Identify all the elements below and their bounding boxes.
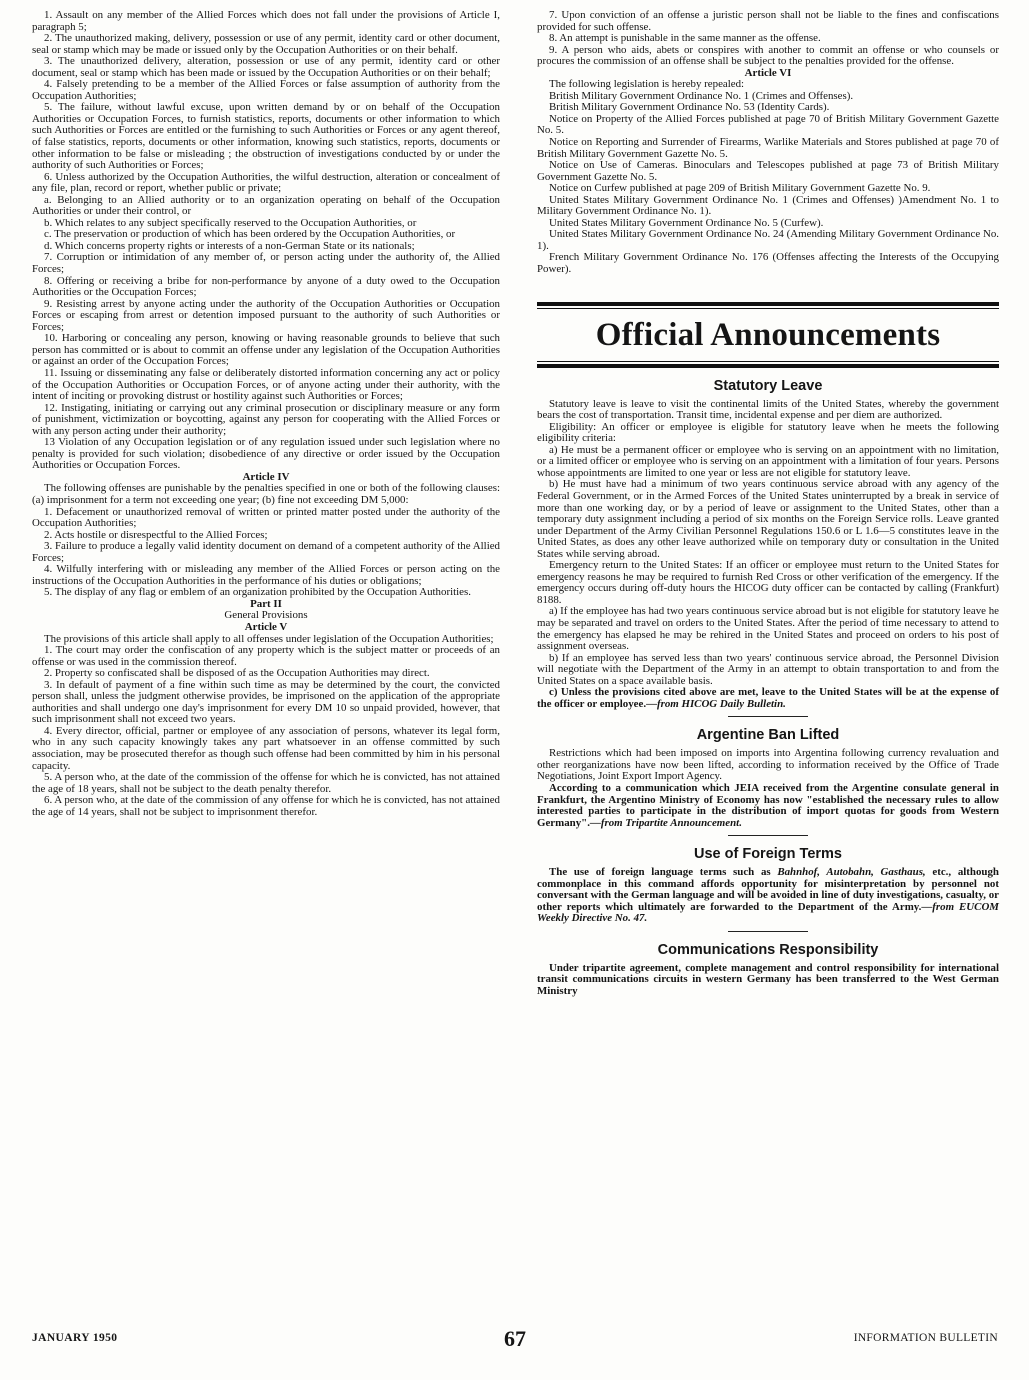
- statutory-leave-source: from HICOG Daily Bulletin.: [656, 697, 786, 710]
- argentine-ban-body: [537, 748, 999, 783]
- legislation-paragraph: 8. An attempt is punishable in the same manner as the offense.: [549, 32, 821, 45]
- legislation-paragraph: Notice on Property of the Allied Forces published at page 70 of British Military Government Gazette No. 5.: [537, 112, 999, 137]
- left-column-paragraph: 7. Corruption or intimidation of any member of, or person acting under the authority of, the Allied Forces;: [32, 251, 500, 276]
- statutory-leave-closing: c) Unless the provisions cited above are met, leave to the United States will be at the expense of the officer or employee.—from HICOG Daily Bulletin.: [537, 686, 999, 710]
- left-column-paragraph: 9. Resisting arrest by anyone acting under the authority of the Occupation Authorities or Occupation Forces or escaping from arrest or detention imposed pursuant to the authority of such Authorities or Forces;: [32, 297, 500, 333]
- banner-rule-bottom-thin: [537, 361, 999, 362]
- foreign-terms-source: from EUCOM Weekly Directive No. 47.: [537, 900, 999, 925]
- foreign-terms-heading: Use of Foreign Terms: [694, 846, 842, 863]
- left-column-paragraph: 6. Unless authorized by the Occupation Authorities, the wilful destruction, alteration or concealment of any file, plan, record or report, whether public or private;: [32, 170, 500, 195]
- left-column-paragraph: 3. Failure to produce a legally valid identity document on demand of a competent authority of the Allied Forces;: [32, 540, 500, 564]
- argentine-ban-closing: According to a communication which JEIA received from the Argentine consulate general in Frankfurt, the Argentino Ministry of Economy has now "established the necessary rules to allow interested parties to participate in the distribution of import quotas for goods from Western Germany".—from Tripartite Announcement.: [537, 781, 999, 829]
- banner-title: Official Announcements: [595, 316, 941, 353]
- left-column-paragraph: 2. Property so confiscated shall be disposed of as the Occupation Authorities may direct.: [44, 667, 430, 680]
- left-column-paragraph: 5. The failure, without lawful excuse, upon written demand by or on behalf of the Occupation Authorities or Occupation Forces, to furnish statistics, reports, documents or other information to which such Authorities or Forces are entitled or the furnishing to such Authorities or Forces or any agent thereof, of false statistics, reports, documents or other information, knowing such statistics, reports, documents or other information to be false or misleading ; the obstruction of investigations conducted by or under the authority of such Authorities or Forces;: [32, 101, 500, 172]
- left-column-paragraph: 11. Issuing or disseminating any false or deliberately distorted information concerning any act or policy of the Occupation Authorities or Occupation Forces, or of anyone acting under their authority, with the intent of inciting or provoking distrust or hostility against such Authorities or Forces;: [32, 366, 500, 403]
- left-column-paragraph: d. Which concerns property rights or interests of a non-German State or its nationals;: [44, 239, 415, 252]
- left-column-paragraph: Part II: [250, 597, 282, 610]
- left-column-paragraph: 1. Assault on any member of the Allied Forces which does not fall under the provisions of Article I, paragraph 5;: [32, 9, 500, 33]
- page-number: 67: [504, 1326, 526, 1351]
- legislation-paragraph: British Military Government Ordinance No. 1 (Crimes and Offenses).: [549, 89, 854, 102]
- left-column-paragraph: 12. Instigating, initiating or carrying out any criminal prosecution or disciplinary measure or any form of punishment, victimization or boycotting, against any person for cooperating with the Allied Forces or with any person acting under their authority;: [32, 401, 500, 437]
- section-separator: [728, 716, 808, 717]
- banner-rule-bottom: [537, 364, 999, 368]
- legislation-paragraph: Notice on Use of Cameras. Binoculars and Telescopes published at page 73 of British Military Government Gazette No. 5.: [537, 159, 999, 183]
- left-column-paragraph: b. Which relates to any subject specifically reserved to the Occupation Authorities, or: [44, 216, 417, 229]
- left-column-paragraph: 2. The unauthorized making, delivery, possession or use of any permit, identity card or other document, seal or stamp which may be made or issued only by the Occupation Authorities or on their behalf.: [32, 32, 500, 56]
- left-column-paragraph: 3. In default of payment of a fine within such time as may be determined by the court, the convicted person shall, unless the judgment otherwise provides, be imprisoned on the application of the appropriate authorities and shall undergo one day's imprisonment for every DM 10 so unpaid provided, however, that such imprisonment shall not exceed two years.: [32, 678, 500, 726]
- legislation-paragraph: 9. A person who aids, abets or conspires with another to commit an offense or who counsels or procures the commission of an offense shall be subject to the penalties provided for the offense.: [537, 43, 999, 68]
- legislation-paragraph: United States Military Government Ordinance No. 24 (Amending Military Government Ordinance No. 1).: [537, 228, 999, 252]
- legislation-paragraph: United States Military Government Ordinance No. 1 (Crimes and Offenses) )Amendment No. 1 to Military Government Ordinance No. 1).: [537, 193, 999, 218]
- statutory-leave-paragraph: a) If the employee has had two years continuous service abroad but is not eligible for statutory leave he may be separated and travel on orders to the United States. After the period of time necessary to attend to the emergency has elapsed he may be rehired in the United States and proceed on orders to his post of assignment overseas.: [537, 605, 999, 653]
- left-column-paragraph: 1. Defacement or unauthorized removal of written or printed matter posted under the authority of the Occupation Authorities;: [32, 505, 500, 530]
- left-column-paragraph: 4. Wilfully interfering with or misleading any member of the Allied Forces or person acting on the instructions of the Occupation Authorities in the performance of his duties or obligations;: [32, 563, 500, 587]
- legislation-continuation: [537, 10, 999, 276]
- foreign-terms-body: The use of foreign language terms such as Bahnhof, Autobahn, Gasthaus, etc., although commonplace in this command affords opportunity for misinterpretation by personnel not conversant with the German language and will be avoided in line of duty investigations, casualty, or other reports which ultimately are forwarded to the Department of the Army.—from EUCOM Weekly Directive No. 47.: [537, 866, 999, 925]
- left-column-paragraph: 5. A person who, at the date of the commission of the offense for which he is convicted, has not attained the age of 18 years, shall not be subject to the death penalty therefor.: [32, 771, 500, 795]
- statutory-leave-paragraph: b) If an employee has served less than two years' continuous service abroad, the Personnel Division will negotiate with the Department of the Army in an attempt to obtain transportation to and from the United States on a space available basis.: [537, 651, 999, 687]
- statutory-leave-paragraph: Eligibility: An officer or employee is eligible for statutory leave when he meets the following eligibility criteria:: [537, 420, 999, 445]
- argentine-ban-paragraph: Restrictions which had been imposed on imports into Argentina following currency revaluation and other reorganizations have now been lifted, according to information received by the Office of Trade Negotiations, Joint Export Import Agency.: [537, 747, 999, 783]
- legislation-paragraph: British Military Government Ordinance No. 53 (Identity Cards).: [549, 101, 830, 114]
- legislation-paragraph: Notice on Curfew published at page 209 of British Military Government Gazette No. 9.: [549, 182, 931, 195]
- legislation-paragraph: French Military Government Ordinance No. 176 (Offenses affecting the Interests of the Occupying Power).: [537, 251, 999, 276]
- left-column-paragraph: 4. Every director, official, partner or employee of any association of persons, whatever its legal form, who in any such capacity knowingly takes any part whatsoever in an offense committed by such association, may be prosecuted therefor as though such offense had been committed by him in his personal capacity.: [32, 724, 500, 772]
- left-column-paragraph: The provisions of this article shall apply to all offenses under legislation of the Occupation Authorities;: [44, 632, 494, 645]
- left-column: [32, 10, 500, 818]
- footer-date: JANUARY 1950: [32, 1332, 118, 1344]
- left-column-paragraph: 6. A person who, at the date of the commission of any offense for which he is convicted, has not attained the age of 14 years, shall not be subject to imprisonment therefor.: [32, 794, 500, 818]
- left-column-paragraph: a. Belonging to an Allied authority or to an organization operating on behalf of the Occupation Authorities or under their control, or: [32, 193, 500, 218]
- legislation-paragraph: Notice on Reporting and Surrender of Firearms, Warlike Materials and Stores published at page 70 of British Military Government Gazette No. 5.: [537, 136, 999, 160]
- footer-publication: INFORMATION BULLETIN: [853, 1332, 998, 1344]
- announcements-banner: [537, 302, 999, 368]
- section-separator: [728, 931, 808, 932]
- left-column-paragraph: The following offenses are punishable by the penalties specified in one or both of the following clauses: (a) imprisonment for a term not exceeding one year; (b) fine not exceeding DM 5,000:: [32, 482, 500, 506]
- left-column-paragraph: 1. The court may order the confiscation of any property which is the subject matter or proceeds of an offense or was used in the commission thereof.: [32, 644, 500, 668]
- left-column-paragraph: c. The preservation or production of which has been ordered by the Occupation Authorities, or: [44, 228, 456, 241]
- left-column-paragraph: 3. The unauthorized delivery, alteration, possession or use of any permit, identity card or other document, seal or stamp which has been made or issued by the Occupation Authorities or on their behalf;: [32, 55, 500, 79]
- page-footer: [0, 1326, 1029, 1360]
- foreign-terms-examples: Bahnhof, Autobahn, Gasthaus,: [777, 866, 926, 879]
- left-column-paragraph: Article V: [244, 620, 288, 633]
- legislation-paragraph: Article VI: [744, 66, 792, 79]
- banner-rule-top: [537, 302, 999, 306]
- left-column-paragraph: 10. Harboring or concealing any person, knowing or having reasonable grounds to believe that such person has committed or is about to commit an offense under any legislation of the Occupation Authorities or against an order of the Occupation Forces;: [32, 332, 500, 368]
- left-column-paragraph: General Provisions: [224, 609, 308, 622]
- communications-heading: Communications Responsibility: [657, 941, 879, 958]
- communications-body: Under tripartite agreement, complete management and control responsibility for international transit communications circuits in western Germany has been transferred to the West German Ministry: [537, 961, 999, 997]
- left-column-paragraph: 4. Falsely pretending to be a member of the Allied Forces or false assumption of authority from the Occupation Authorities;: [32, 78, 500, 102]
- right-column: [537, 10, 999, 998]
- left-column-paragraph: Article IV: [242, 470, 290, 483]
- left-column-paragraph: 5. The display of any flag or emblem of an organization prohibited by the Occupation Authorities.: [44, 586, 471, 599]
- legislation-paragraph: The following legislation is hereby repealed:: [549, 78, 745, 91]
- statutory-leave-heading: Statutory Leave: [713, 377, 823, 394]
- statutory-leave-paragraph: Emergency return to the United States: If an officer or employee must return to the United States for emergency reasons he may be required to furnish Red Cross or other verification of the emergency. If the emergency occurs during off-duty hours the HICOG duty officer can be contacted by calling (Frankfurt) 8188.: [537, 559, 999, 606]
- legislation-paragraph: 7. Upon conviction of an offense a juristic person shall not be liable to the fines and confiscations provided for such offense.: [537, 9, 999, 33]
- left-column-paragraph: 8. Offering or receiving a bribe for non-performance by anyone of a duty owed to the Occupation Authorities or the Occupation Forces;: [32, 274, 500, 299]
- argentine-ban-source: from Tripartite Announcement.: [600, 816, 742, 829]
- statutory-leave-paragraph: a) He must be a permanent officer or employee who is serving on an appointment with no limitation, or a limited officer or employee who is serving on an appointment with a limitation of four years. Persons whose appointments are limited to one year or less are not eligible for statutory leave.: [537, 443, 999, 479]
- statutory-leave-body: [537, 399, 999, 688]
- statutory-leave-paragraph: b) He must have had a minimum of two years continuous service abroad with any agency of the Federal Government, or in the Armed Forces of the United States uninterrupted by a break in service of more than one working day, or by a period of leave or assignment to the United States, other than a temporary duty assignment including a period of six months on the Foreign Service rolls. Leave granted under Department of the Army Civilian Personnel Regulations 150.6 or L 1.6—5 constitutes leave in the United States, as does any other leave authorized while on temporary duty or consultation in the United States while serving abroad.: [537, 478, 999, 560]
- legislation-paragraph: United States Military Government Ordinance No. 5 (Curfew).: [549, 216, 824, 229]
- left-column-paragraph: 13 Violation of any Occupation legislation or of any regulation issued under such legislation where no penalty is provided for such violation; disobedience of any directive or order issued by the Occupation Authorities or Occupation Forces.: [32, 436, 500, 472]
- section-separator: [728, 835, 808, 836]
- argentine-ban-heading: Argentine Ban Lifted: [696, 727, 840, 744]
- statutory-leave-paragraph: Statutory leave is leave to visit the continental limits of the United States, whereby the government bears the cost of transportation. Transit time, incidental expense and per diem are authorized.: [537, 397, 999, 422]
- left-column-paragraph: 2. Acts hostile or disrespectful to the Allied Forces;: [44, 528, 268, 541]
- banner-rule-top-thin: [537, 308, 999, 309]
